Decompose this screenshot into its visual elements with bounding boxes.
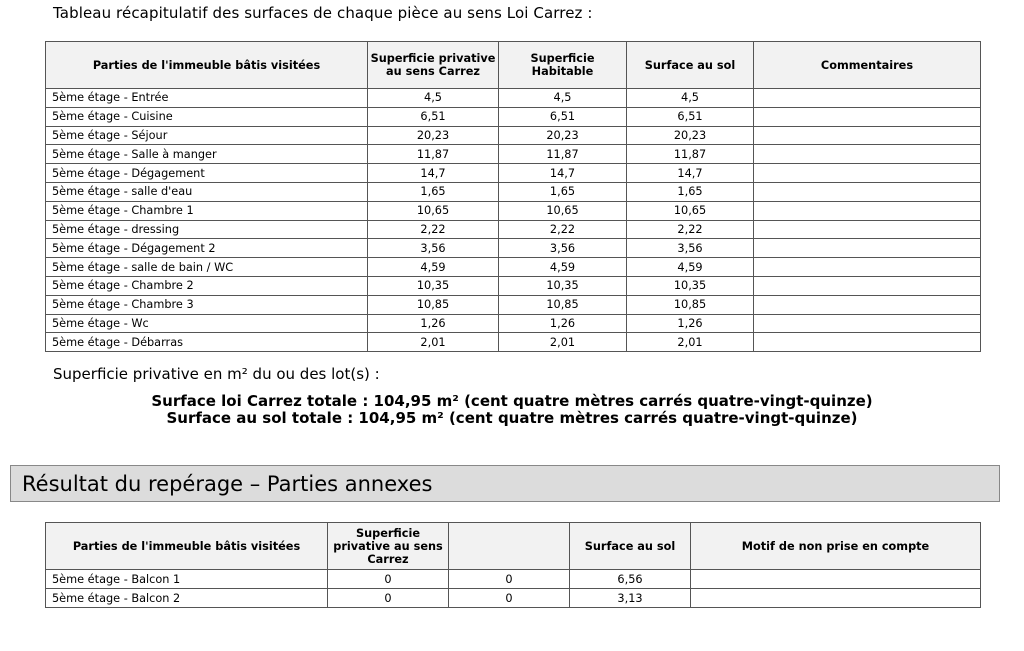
section-heading: Résultat du repérage – Parties annexes (10, 465, 1000, 502)
value-cell: 10,35 (627, 276, 754, 295)
room-name-cell: 5ème étage - Séjour (46, 126, 368, 145)
value-cell: 11,87 (499, 145, 627, 164)
value-cell: 3,56 (627, 239, 754, 258)
value-cell: 1,65 (368, 182, 499, 201)
value-cell: 14,7 (499, 164, 627, 183)
column-header: Commentaires (754, 42, 981, 89)
column-header: Motif de non prise en compte (691, 523, 981, 570)
value-cell: 3,13 (570, 589, 691, 608)
value-cell: 11,87 (627, 145, 754, 164)
value-cell: 10,65 (368, 201, 499, 220)
table-row (46, 145, 981, 164)
room-name-cell: 5ème étage - Balcon 1 (46, 570, 328, 589)
table-header-row (46, 523, 981, 570)
value-cell: 20,23 (368, 126, 499, 145)
value-cell: 1,26 (368, 314, 499, 333)
value-cell (754, 182, 981, 201)
table-row (46, 220, 981, 239)
value-cell: 2,22 (368, 220, 499, 239)
value-cell: 2,01 (499, 333, 627, 352)
column-header: Parties de l'immeuble bâtis visitées (46, 523, 328, 570)
value-cell: 3,56 (499, 239, 627, 258)
table-caption: Tableau récapitulatif des surfaces de chaque pièce au sens Loi Carrez : (53, 4, 593, 22)
value-cell: 1,26 (627, 314, 754, 333)
table-row (46, 314, 981, 333)
value-cell: 10,35 (368, 276, 499, 295)
value-cell: 10,85 (368, 295, 499, 314)
value-cell: 6,51 (368, 107, 499, 126)
value-cell (754, 239, 981, 258)
value-cell: 4,5 (499, 89, 627, 108)
value-cell: 11,87 (368, 145, 499, 164)
value-cell: 4,59 (368, 258, 499, 277)
value-cell: 3,56 (368, 239, 499, 258)
room-name-cell: 5ème étage - Wc (46, 314, 368, 333)
value-cell: 14,7 (627, 164, 754, 183)
table-row (46, 164, 981, 183)
table-header-row (46, 42, 981, 89)
table-row (46, 276, 981, 295)
value-cell (754, 276, 981, 295)
value-cell: 0 (449, 570, 570, 589)
room-name-cell: 5ème étage - Cuisine (46, 107, 368, 126)
room-name-cell: 5ème étage - salle d'eau (46, 182, 368, 201)
room-name-cell: 5ème étage - dressing (46, 220, 368, 239)
room-name-cell: 5ème étage - Balcon 2 (46, 589, 328, 608)
value-cell: 20,23 (499, 126, 627, 145)
value-cell: 1,65 (627, 182, 754, 201)
value-cell: 0 (449, 589, 570, 608)
value-cell (754, 126, 981, 145)
room-name-cell: 5ème étage - Chambre 2 (46, 276, 368, 295)
column-header: Superficie privative au sens Carrez (368, 42, 499, 89)
value-cell (754, 314, 981, 333)
table-row (46, 258, 981, 277)
value-cell: 6,51 (499, 107, 627, 126)
value-cell: 10,85 (627, 295, 754, 314)
value-cell: 10,65 (627, 201, 754, 220)
value-cell (754, 164, 981, 183)
value-cell: 10,35 (499, 276, 627, 295)
table-row (46, 89, 981, 108)
column-header (449, 523, 570, 570)
value-cell (754, 258, 981, 277)
column-header: Parties de l'immeuble bâtis visitées (46, 42, 368, 89)
value-cell: 10,85 (499, 295, 627, 314)
table-row (46, 201, 981, 220)
value-cell (691, 589, 981, 608)
total-sol: Surface au sol totale : 104,95 m² (cent quatre mètres carrés quatre-vingt-quinze) (166, 409, 858, 427)
room-name-cell: 5ème étage - Dégagement (46, 164, 368, 183)
annexes-table (45, 522, 981, 608)
room-name-cell: 5ème étage - Salle à manger (46, 145, 368, 164)
total-carrez: Surface loi Carrez totale : 104,95 m² (cent quatre mètres carrés quatre-vingt-quinze) (151, 392, 873, 410)
column-header: Superficie Habitable (499, 42, 627, 89)
room-name-cell: 5ème étage - salle de bain / WC (46, 258, 368, 277)
value-cell: 1,65 (499, 182, 627, 201)
value-cell: 0 (328, 570, 449, 589)
value-cell (754, 89, 981, 108)
table-row (46, 589, 981, 608)
value-cell: 4,59 (499, 258, 627, 277)
value-cell (754, 295, 981, 314)
room-name-cell: 5ème étage - Chambre 1 (46, 201, 368, 220)
room-name-cell: 5ème étage - Dégagement 2 (46, 239, 368, 258)
value-cell: 20,23 (627, 126, 754, 145)
value-cell: 0 (328, 589, 449, 608)
value-cell: 14,7 (368, 164, 499, 183)
value-cell: 4,5 (368, 89, 499, 108)
table-row (46, 107, 981, 126)
value-cell: 2,01 (368, 333, 499, 352)
value-cell: 10,65 (499, 201, 627, 220)
value-cell (754, 107, 981, 126)
value-cell (754, 201, 981, 220)
value-cell: 1,26 (499, 314, 627, 333)
value-cell (691, 570, 981, 589)
value-cell: 4,5 (627, 89, 754, 108)
value-cell (754, 333, 981, 352)
value-cell: 2,22 (499, 220, 627, 239)
table-row (46, 182, 981, 201)
table-row (46, 126, 981, 145)
value-cell (754, 145, 981, 164)
value-cell: 2,01 (627, 333, 754, 352)
summary-label: Superficie privative en m² du ou des lot(s) : (53, 365, 380, 383)
table-row (46, 239, 981, 258)
value-cell: 6,51 (627, 107, 754, 126)
totals-block (0, 393, 1024, 427)
table-row (46, 570, 981, 589)
room-name-cell: 5ème étage - Chambre 3 (46, 295, 368, 314)
value-cell: 2,22 (627, 220, 754, 239)
table-row (46, 333, 981, 352)
table-row (46, 295, 981, 314)
column-header: Surface au sol (570, 523, 691, 570)
column-header: Superficie privative au sens Carrez (328, 523, 449, 570)
value-cell (754, 220, 981, 239)
column-header: Surface au sol (627, 42, 754, 89)
room-name-cell: 5ème étage - Débarras (46, 333, 368, 352)
value-cell: 4,59 (627, 258, 754, 277)
room-name-cell: 5ème étage - Entrée (46, 89, 368, 108)
surfaces-table (45, 41, 981, 352)
value-cell: 6,56 (570, 570, 691, 589)
